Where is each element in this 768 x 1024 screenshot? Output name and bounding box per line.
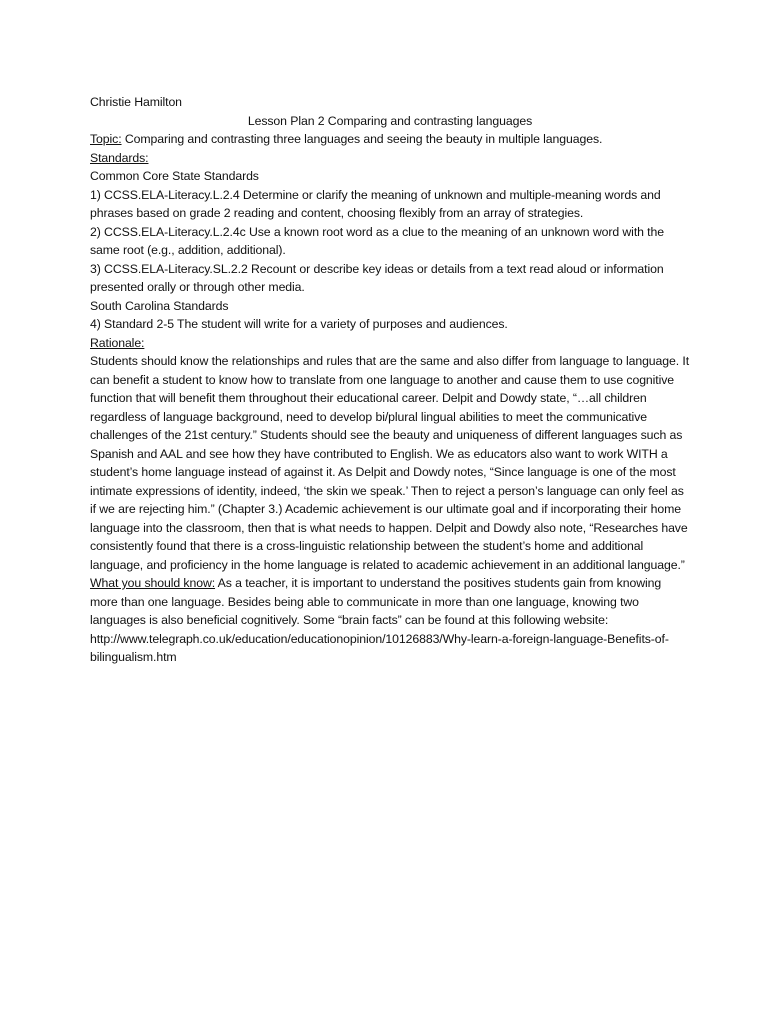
rationale-heading	[90, 334, 690, 353]
what-you-should-know-paragraph	[90, 574, 690, 667]
rationale-label: Rationale:	[90, 335, 145, 350]
know-label: What you should know:	[90, 576, 216, 590]
sc-standard-item: 4) Standard 2-5 The student will write for a variety of purposes and audiences.	[90, 317, 508, 331]
standard-item-1: 1) CCSS.ELA-Literacy.L.2.4 Determine or clarify the meaning of unknown and multiple-meaning words and phrases based on grade 2 reading and content, choosing flexibly from an array of strategies.	[90, 187, 661, 220]
standard-item-2: 2) CCSS.ELA-Literacy.L.2.4c Use a known root word as a clue to the meaning of an unknown word with the same root (e.g., addition, additional).	[90, 224, 664, 257]
topic-paragraph	[90, 130, 690, 149]
topic-text: Comparing and contrasting three languages and seeing the beauty in multiple languages.	[121, 132, 603, 146]
standard-item-3: 3) CCSS.ELA-Literacy.SL.2.2 Recount or describe key ideas or details from a text read aloud or information presented orally or through other media.	[90, 261, 664, 294]
sc-heading: South Carolina Standards	[90, 298, 229, 313]
standards-label: Standards:	[90, 150, 149, 165]
document-title: Lesson Plan 2 Comparing and contrasting languages	[247, 113, 533, 128]
standards-heading	[90, 149, 690, 168]
ccss-heading: Common Core State Standards	[90, 169, 259, 183]
author-name: Christie Hamilton	[90, 95, 182, 109]
topic-label: Topic:	[90, 132, 122, 146]
rationale-paragraph: Students should know the relationships and rules that are the same and also differ from language to language. It can benefit a student to know how to translate from one language to another and cause them to use cognitive function that will benefit them throughout their educational career. Delpit and Dowdy state, “…all children regardless of language background, need to develop bi/plural lingual abilities to meet the communicative challenges of the 21st century.” Students should see the beauty and uniqueness of different languages such as Spanish and AAL and see how they have contributed to English. We as educators also want to work WITH a student’s home language instead of against it. As Delpit and Dowdy notes, “Since language is one of the most intimate expressions of identity, indeed, ‘the skin we speak.’ Then to reject a person’s language can only feel as if we are rejecting him.” (Chapter 3.) Academic achievement is our ultimate goal and if incorporating their home language into the classroom, then that is what needs to happen. Delpit and Dowdy also note, “Researches have consistently found that there is a cross-linguistic relationship between the student’s home and additional language, and proficiency in the home language is related to academic achievement in an additional language.”	[90, 354, 690, 572]
know-text: As a teacher, it is important to understand the positives students gain from knowing more than one language. Besides being able to communicate in more than one language, knowing two languages is also beneficial cognitively. Some “brain facts” can be found at this following website: http://www.telegraph.co.uk/education/educationopinion/10126883/Why-learn-a-foreign-language-Benefits-of-bilingualism.htm	[90, 576, 669, 664]
document-body	[90, 93, 690, 667]
